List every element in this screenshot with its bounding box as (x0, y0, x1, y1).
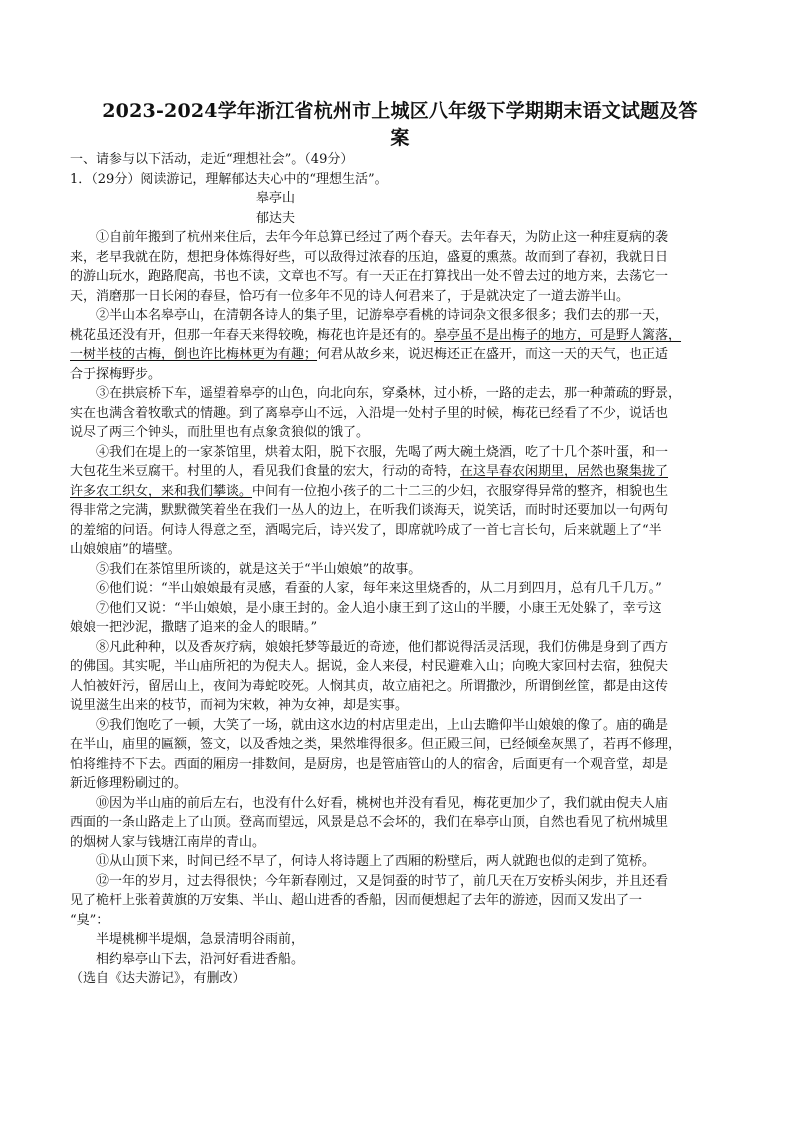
paragraph-line: 来，老早我就在防，想把身体炼得好些，可以敌得过浓春的压迫，盛夏的熏蒸。故而到了春初，我就日日 (70, 249, 669, 265)
paragraph-line: 实在也满含着牧歌式的情趣。到了离皋亭山不远，入沿堤一处村子里的时候，梅花已经看了不少，说话也 (70, 405, 669, 421)
paragraph-line: ⑨我们饱吃了一顿，大笑了一场，就由这水边的村店里走出，上山去瞻仰半山娘娘的像了。庙的确是 (96, 717, 669, 733)
paragraph-line: 西面的一条山路走上了山顶。登高而望远，风景是总不会坏的，我们在皋亭山顶，自然也看见了杭州城里 (70, 815, 669, 830)
essay-author: 郁达夫 (256, 210, 296, 226)
document-title (70, 98, 730, 152)
paragraph-4 (70, 443, 732, 560)
source-note: （选自《达夫游记》，有删改） (70, 971, 246, 986)
paragraph-line: ⑦他们又说：“半山娘娘，是小康王封的。金人追小康王到了这山的半腰，小康王无处躲了，幸亏这 (96, 600, 662, 616)
paragraph-line: 说里滋生出来的枝节，而祠为宋敕，神为女神，却是实事。 (70, 698, 409, 713)
paragraph-line: 怕将维持不下去。西面的厢房一排数间，是厨房，也是管庙管山的人的宿舍，后面更有一个观音堂，却是 (70, 756, 669, 772)
paragraph-line (70, 345, 732, 365)
paragraph-11: ⑪从山顶下来，时间已经不早了，何诗人将诗题上了西厢的粉壁后，两人就跑也似的走到了笕桥。 (96, 854, 656, 869)
text-span: 何君从故乡来，说迟梅还正在盛开，而这一天的天气，也正适 (317, 347, 669, 362)
paragraph-12 (70, 872, 732, 931)
paragraph-line: 娘娘一把沙泥，撒瞎了追来的金人的眼睛。” (70, 620, 318, 635)
paragraph-line: 见了桅杆上张着黄旗的万安集、半山、超山进香的香船，因而便想起了去年的游迹，因而又发出了一 (70, 893, 643, 908)
title-line-2: 案 (390, 127, 410, 149)
paragraph-line (70, 462, 732, 482)
section-heading: 一、请参与以下活动，走近“理想社会”。（49分） (70, 152, 354, 167)
essay-title: 皋亭山 (256, 191, 296, 206)
paragraph-line: 说尽了两三个钟头，而肚里也有点象贪狼似的饿了。 (70, 425, 370, 440)
paragraph-line: ④我们在堤上的一家茶馆里，烘着太阳，脱下衣服，先喝了两大碗土烧酒，吃了十几个茶叶蛋，和一 (96, 444, 669, 460)
paragraph-2 (70, 306, 732, 384)
underlined-text: 在这旱春农闲期里，居然也聚集拢了 (460, 464, 669, 479)
paragraph-line: 新近修理粉刷过的。 (70, 776, 188, 791)
paragraph-line: 山娘娘庙”的墙壁。 (70, 542, 181, 557)
paragraph-line: 人怕被奸污，留居山上，夜间为毒蛇咬死。人悯其贞，故立庙祀之。所谓撒沙，所谓倒丝筐，都是由这传 (70, 678, 669, 694)
paragraph-5: ⑤我们在茶馆里所谈的，就是这关于“半山娘娘”的故事。 (96, 561, 422, 577)
paragraph-line: ②半山本名皋亭山，在清朝各诗人的集子里，记游皋亭看桃的诗词杂文很多很多；我们去的那一天， (96, 308, 669, 323)
poem-line: 半堤桃柳半堤烟，急景清明谷雨前， (96, 932, 305, 947)
question-heading: 1．（29分）阅读游记，理解郁达夫心中的“理想生活”。 (70, 171, 388, 187)
paragraph-line: ⑧凡此种种，以及香灰疗病，娘娘托梦等最近的奇迹，他们都说得活灵活现，我们仿佛是身到了西方 (96, 639, 669, 655)
paragraph-line (70, 326, 732, 346)
text-span: 中间有一位抱小孩子的二十二三的少妇，衣服穿得异常的整齐，相貌也生 (252, 483, 669, 499)
paragraph-3 (70, 384, 732, 443)
paragraph-line: 天，消磨那一日长闲的春昼，恰巧有一位多年不见的诗人何君来了，于是就决定了一道去游半山。 (70, 288, 630, 304)
text-span: 桃花虽还没有开，但那一年春天来得较晚，梅花也许是还有的。 (70, 327, 435, 343)
title-line-1: 2023-2024学年浙江省杭州市上城区八年级下学期期末语文试题及答 (102, 100, 698, 122)
paragraph-7 (70, 599, 732, 638)
document-body (70, 150, 732, 989)
paragraph-10 (70, 794, 732, 853)
paragraph-line: ⑩因为半山庙的前后左右，也没有什么好看，桃树也并没有看见，梅花更加少了，我们就由倪夫人庙 (96, 795, 669, 811)
paragraph-line (70, 482, 732, 502)
paragraph-8 (70, 638, 732, 716)
underlined-text: 皋亭虽不是出梅子的地方，可是野人篱落， (434, 327, 682, 343)
paragraph-line: ①自前年搬到了杭州来住后，去年今年总算已经过了两个春天。去年春天，为防止这一种疰夏病的袭 (96, 230, 669, 245)
paragraph-line: 的佛国。其实呢，半山庙所祀的为倪夫人。据说，金人来侵，村民避难入山；向晚大家回村去宿，独倪夫 (70, 659, 669, 674)
paragraph-line: ③在拱宸桥下车，遥望着皋亭的山色，向北向东，穿桑林，过小桥，一路的走去，那一种萧疏的野景， (96, 386, 682, 401)
paragraph-6: ⑥他们说：“半山娘娘最有灵感，看蚕的人家，每年来这里烧香的，从二月到四月，总有几千几万。” (96, 581, 662, 596)
paragraph-9 (70, 716, 732, 794)
poem (70, 930, 732, 969)
paragraph-line: 得非常之完满，默默微笑着坐在我们一丛人的边上，在听我们谈海天，说笑话，而时时还要加以一句两句 (70, 503, 669, 518)
paragraph-line: 的游山玩水，跑路爬高，书也不读，文章也不写。有一天正在打算找出一处不曾去过的地方来，去荡它一 (70, 269, 669, 284)
paragraph-line: 合于探梅野步。 (70, 366, 162, 382)
paragraph-1 (70, 228, 732, 306)
poem-line: 相约皋亭山下去，沿河好看进香船。 (96, 951, 305, 967)
paragraph-line: “臭”： (70, 912, 110, 928)
paragraph-line: 的羞缩的问语。何诗人得意之至，酒喝完后，诗兴发了，即席就吟成了一首七言长句，后来就题上了“半 (70, 522, 662, 538)
paragraph-line: 在半山，庙里的匾额，签文，以及香烛之类，果然堆得很多。但正殿三间，已经倾垒灰黑了，若再不修理， (70, 737, 682, 752)
paragraph-line: 的烟树人家与钱塘江南岸的青山。 (70, 834, 266, 850)
paragraph-line: ⑫一年的岁月，过去得很快；今年新春刚过，又是饲蚕的时节了，前几天在万安桥头闲步，并且还看 (96, 873, 669, 889)
underlined-text: 许多农工织女，来和我们攀谈。 (70, 483, 253, 499)
underlined-text: 一树半枝的古梅，倒也许比梅林更为有趣； (70, 347, 318, 362)
text-span: 大包花生米豆腐干。村里的人，看见我们食量的宏大，行动的奇特， (70, 464, 461, 479)
